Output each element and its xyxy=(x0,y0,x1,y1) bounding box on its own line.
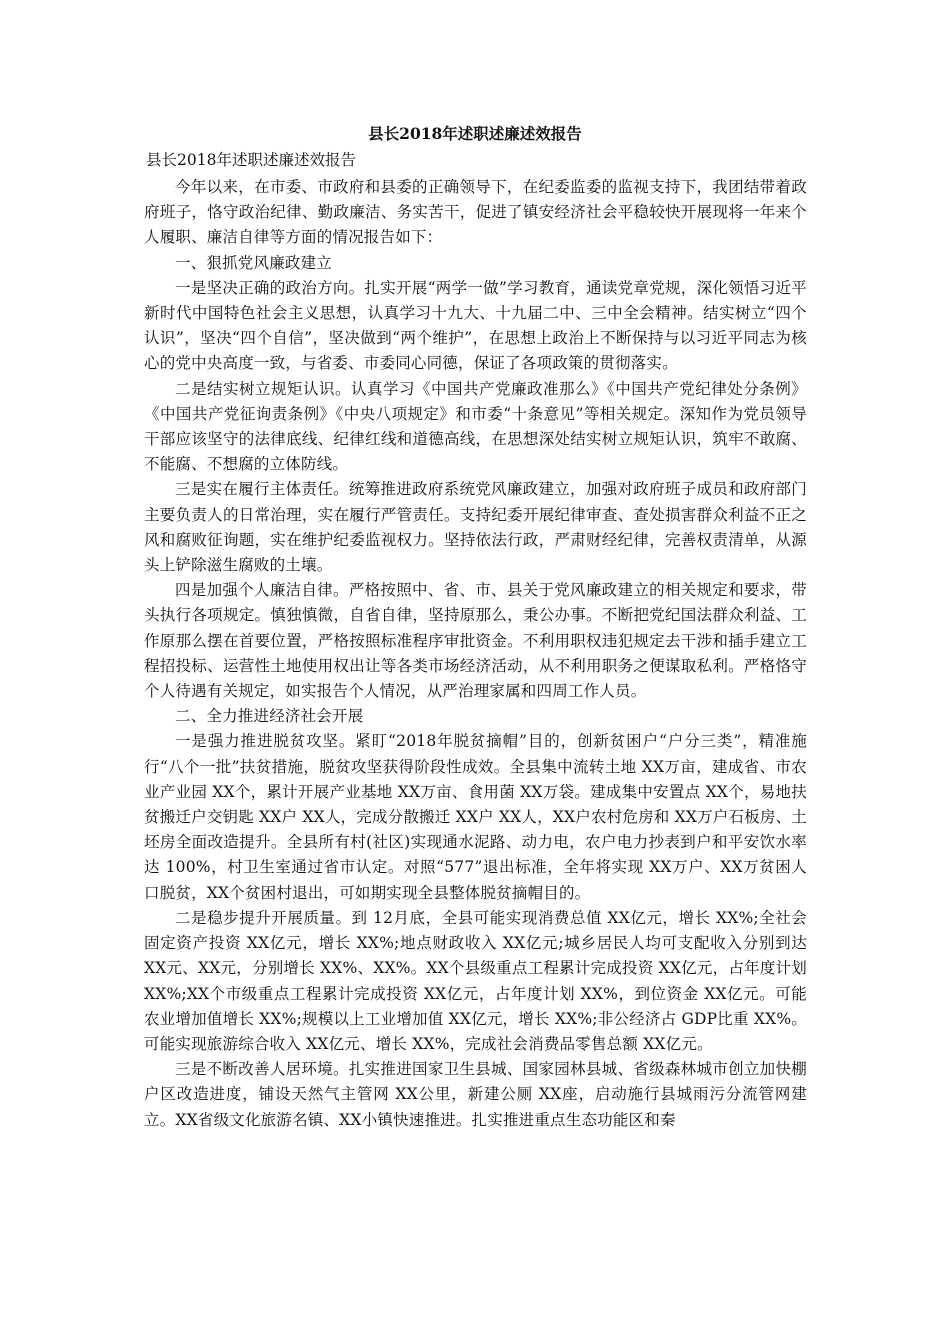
document-subtitle: 县长2018年述职述廉述效报告 xyxy=(146,151,356,169)
body-paragraph: 二是稳步提升开展质量。到 12月底，全县可能实现消费总值 XX亿元，增长 XX%;全社会固定资产投资 XX亿元，增长 XX%;地点财政收入 XX亿元;城乡居民人均可支配收入分别到达 XX元、XX元，分别增长 XX%、XX%。XX个县级重点工程累计完成投资 XX亿元，占年度计划 XX%;XX个市级重点工程累计完成投资 XX亿元，占年度计划 XX%，到位资金 XX亿元。可能农业增加值增长 XX%;规模以上工业增加值 XX亿元，增长 XX%;非公经济占 GDP比重 XX%。可能实现旅游综合收入 XX亿元、增长 XX%，完成社会消费品零售总额 XX亿元。 xyxy=(144,908,807,1053)
body-paragraph: 三是不断改善人居环境。扎实推进国家卫生县城、国家园林县城、省级森林城市创立加快棚户区改造进度，铺设天然气主管网 XX公里，新建公厕 XX座，启动施行县城雨污分流管网建立。XX省级文化旅游名镇、XX小镇快速推进。扎实推进重点生态功能区和秦 xyxy=(144,1060,807,1129)
body-paragraph: 三是实在履行主体责任。统筹推进政府系统党风廉政建立，加强对政府班子成员和政府部门主要负责人的日常治理，实在履行严管责任。支持纪委开展纪律审查、查处损害群众利益不正之风和腐败征询题，实在维护纪委监视权力。坚持依法行政，严肃财经纪律，完善权责清单，从源头上铲除滋生腐败的土壤。 xyxy=(144,480,807,575)
body-paragraph: 一是强力推进脱贫攻坚。紧盯“2018年脱贫摘帽”目的，创新贫困户“户分三类”，精准施行“八个一批”扶贫措施，脱贫攻坚获得阶段性成效。全县集中流转土地 XX万亩，建成省、市农业产业园 XX个，累计开展产业基地 XX万亩、食用菌 XX万袋。建成集中安置点 XX个，易地扶贫搬迁户交钥匙 XX户 XX人，完成分散搬迁 XX户 XX人，XX户农村危房和 XX万户石板房、土坯房全面改造提升。全县所有村(社区)实现通水泥路、动力电，农户电力抄表到户和平安饮水率达 100%，村卫生室通过省市认定。对照“577”退出标准，全年将实现 XX万户、XX万贫困人口脱贫，XX个贫困村退出，可如期实现全县整体脱贫摘帽目的。 xyxy=(144,732,808,902)
section-heading-1: 一、狠抓党风廉政建立 xyxy=(175,253,333,272)
section-heading-2: 二、全力推进经济社会开展 xyxy=(175,707,364,726)
intro-paragraph: 今年以来，在市委、市政府和县委的正确领导下，在纪委监委的监视支持下，我团结带着政府班子，恪守政治纪律、勤政廉洁、务实苦干，促进了镇安经济社会平稳较快开展现将一年来个人履职、廉洁自律等方面的情况报告如下： xyxy=(144,178,807,247)
body-paragraph: 四是加强个人廉洁自律。严格按照中、省、市、县关于党风廉政建立的相关规定和要求，带头执行各项规定。慎独慎微，自省自律，坚持原那么，秉公办事。不断把党纪国法群众利益、工作原那么摆在首要位置，严格按照标准程序审批资金。不利用职权违犯规定去干涉和插手建立工程招投标、运营性土地使用权出让等各类市场经济活动，从不利用职务之便谋取私利。严格恪守个人待遇有关规定，如实报告个人情况，从严治理家属和四周工作人员。 xyxy=(144,581,807,701)
body-paragraph: 二是结实树立规矩认识。认真学习《中国共产党廉政准那么》《中国共产党纪律处分条例》《中国共产党征询责条例》《中央八项规定》和市委“十条意见”等相关规定。深知作为党员领导干部应该坚守的法律底线、纪律红线和道德高线，在思想深处结实树立规矩认识，筑牢不敢腐、不能腐、不想腐的立体防线。 xyxy=(144,379,807,474)
body-paragraph: 一是坚决正确的政治方向。扎实开展“两学一做”学习教育，通读党章党规，深化领悟习近平新时代中国特色社会主义思想，认真学习十九大、十九届二中、三中全会精神。结实树立“四个认识”，坚决“四个自信”，坚决做到“两个维护”，在思想上政治上不断保持与以习近平同志为核心的党中央高度一致，与省委、市委同心同德，保证了各项政策的贯彻落实。 xyxy=(144,278,807,373)
document-body xyxy=(144,175,807,1133)
document-title: 县长2018年述职述廉述效报告 xyxy=(368,124,582,143)
